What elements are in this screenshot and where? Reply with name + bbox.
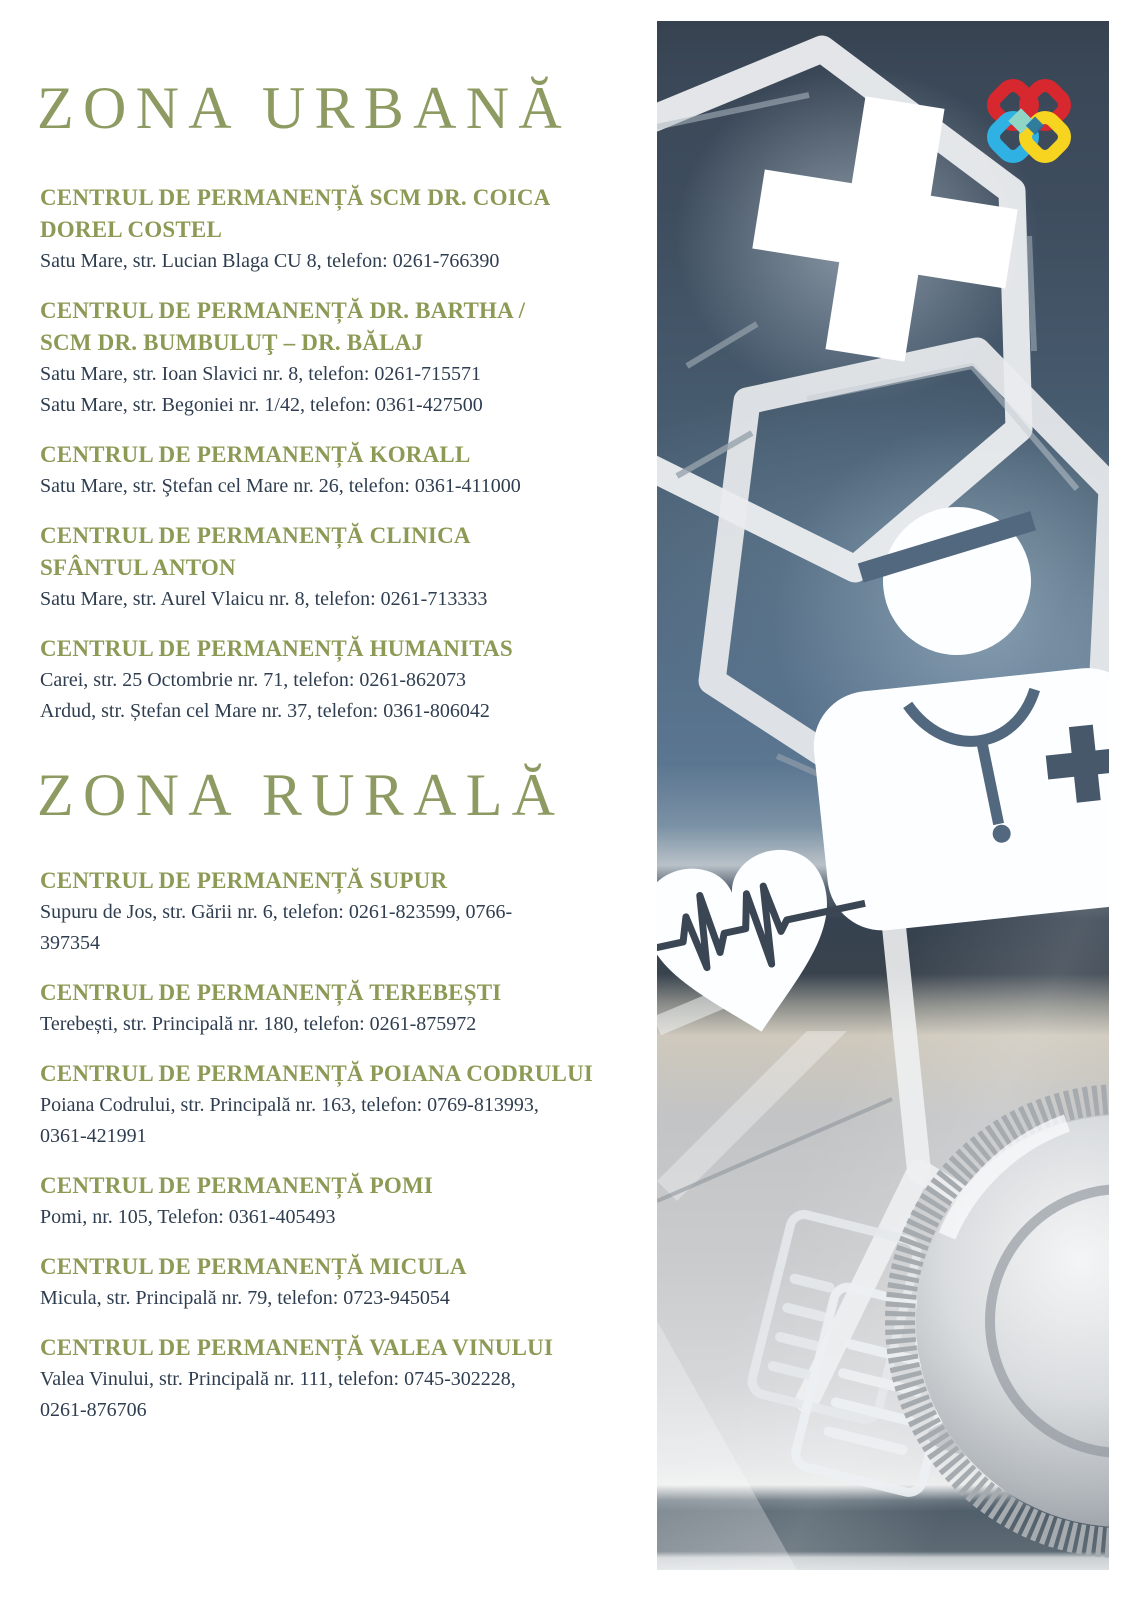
center-name: CENTRUL DE PERMANENȚĂ DR. BARTHA / [40, 298, 526, 323]
center-address: Valea Vinului, str. Principală nr. 111, telefon: 0745-302228, [40, 1368, 516, 1390]
center-address: Pomi, nr. 105, Telefon: 0361-405493 [40, 1206, 336, 1228]
center-address: Carei, str. 25 Octombrie nr. 71, telefon: 0261-862073 [40, 669, 467, 691]
center-name: CENTRUL DE PERMANENȚĂ VALEA VINULUI [40, 1335, 554, 1360]
center-name: CENTRUL DE PERMANENȚĂ CLINICA [40, 523, 471, 548]
center-address: Satu Mare, str. Begoniei nr. 1/42, telefon: 0361-427500 [40, 394, 483, 416]
center-name: SCM DR. BUMBULUŢ – DR. BĂLAJ [40, 330, 424, 355]
center-name: CENTRUL DE PERMANENȚĂ TEREBEȘTI [40, 980, 502, 1005]
center-address: Poiana Codrului, str. Principală nr. 163, telefon: 0769-813993, [40, 1094, 539, 1116]
center-address: Supuru de Jos, str. Gării nr. 6, telefon: 0261-823599, 0766- [40, 901, 513, 923]
center-entry-micula [40, 1251, 650, 1314]
center-name: CENTRUL DE PERMANENȚĂ HUMANITAS [40, 636, 513, 661]
medical-illustration [657, 21, 1109, 1570]
center-entry-korall [40, 439, 650, 502]
center-entry-valea-vinului [40, 1332, 650, 1426]
center-entry-sfantul-anton [40, 520, 650, 615]
center-address: Satu Mare, str. Aurel Vlaicu nr. 8, telefon: 0261-713333 [40, 588, 488, 610]
center-entry-pomi [40, 1170, 650, 1233]
medical-cross-icon [739, 83, 1032, 376]
center-address: 0261-876706 [40, 1399, 147, 1421]
center-address: Satu Mare, str. Lucian Blaga CU 8, telefon: 0261-766390 [40, 250, 500, 272]
center-address: Satu Mare, str. Ioan Slavici nr. 8, telefon: 0261-715571 [40, 363, 482, 385]
center-address: Micula, str. Principală nr. 79, telefon: 0723-945054 [40, 1287, 450, 1309]
section-title-urban: ZONA URBANĂ [37, 75, 571, 141]
center-address: 397354 [40, 932, 100, 954]
center-address: Terebești, str. Principală nr. 180, telefon: 0261-875972 [40, 1013, 477, 1035]
center-entry-coica [40, 182, 650, 277]
center-address: Ardud, str. Ștefan cel Mare nr. 37, telefon: 0361-806042 [40, 700, 490, 722]
center-entry-humanitas [40, 633, 650, 727]
center-name: CENTRUL DE PERMANENȚĂ MICULA [40, 1254, 467, 1279]
center-name: CENTRUL DE PERMANENȚĂ KORALL [40, 442, 471, 467]
center-name: CENTRUL DE PERMANENȚĂ SUPUR [40, 868, 448, 893]
center-address: 0361-421991 [40, 1125, 147, 1147]
section-title-rural: ZONA RURALĂ [37, 762, 565, 828]
center-entry-terebesti [40, 977, 650, 1040]
center-name: SFÂNTUL ANTON [40, 555, 236, 580]
center-name: CENTRUL DE PERMANENȚĂ POMI [40, 1173, 434, 1198]
center-address: Satu Mare, str. Ştefan cel Mare nr. 26, telefon: 0361-411000 [40, 475, 521, 497]
center-name: CENTRUL DE PERMANENȚĂ POIANA CODRULUI [40, 1061, 594, 1086]
center-name: CENTRUL DE PERMANENȚĂ SCM DR. COICA [40, 185, 551, 210]
center-entry-bartha [40, 295, 650, 421]
center-entry-supur [40, 865, 650, 959]
center-name: DOREL COSTEL [40, 217, 222, 242]
center-entry-poiana-codrului [40, 1058, 650, 1152]
brand-logo [989, 81, 1069, 161]
